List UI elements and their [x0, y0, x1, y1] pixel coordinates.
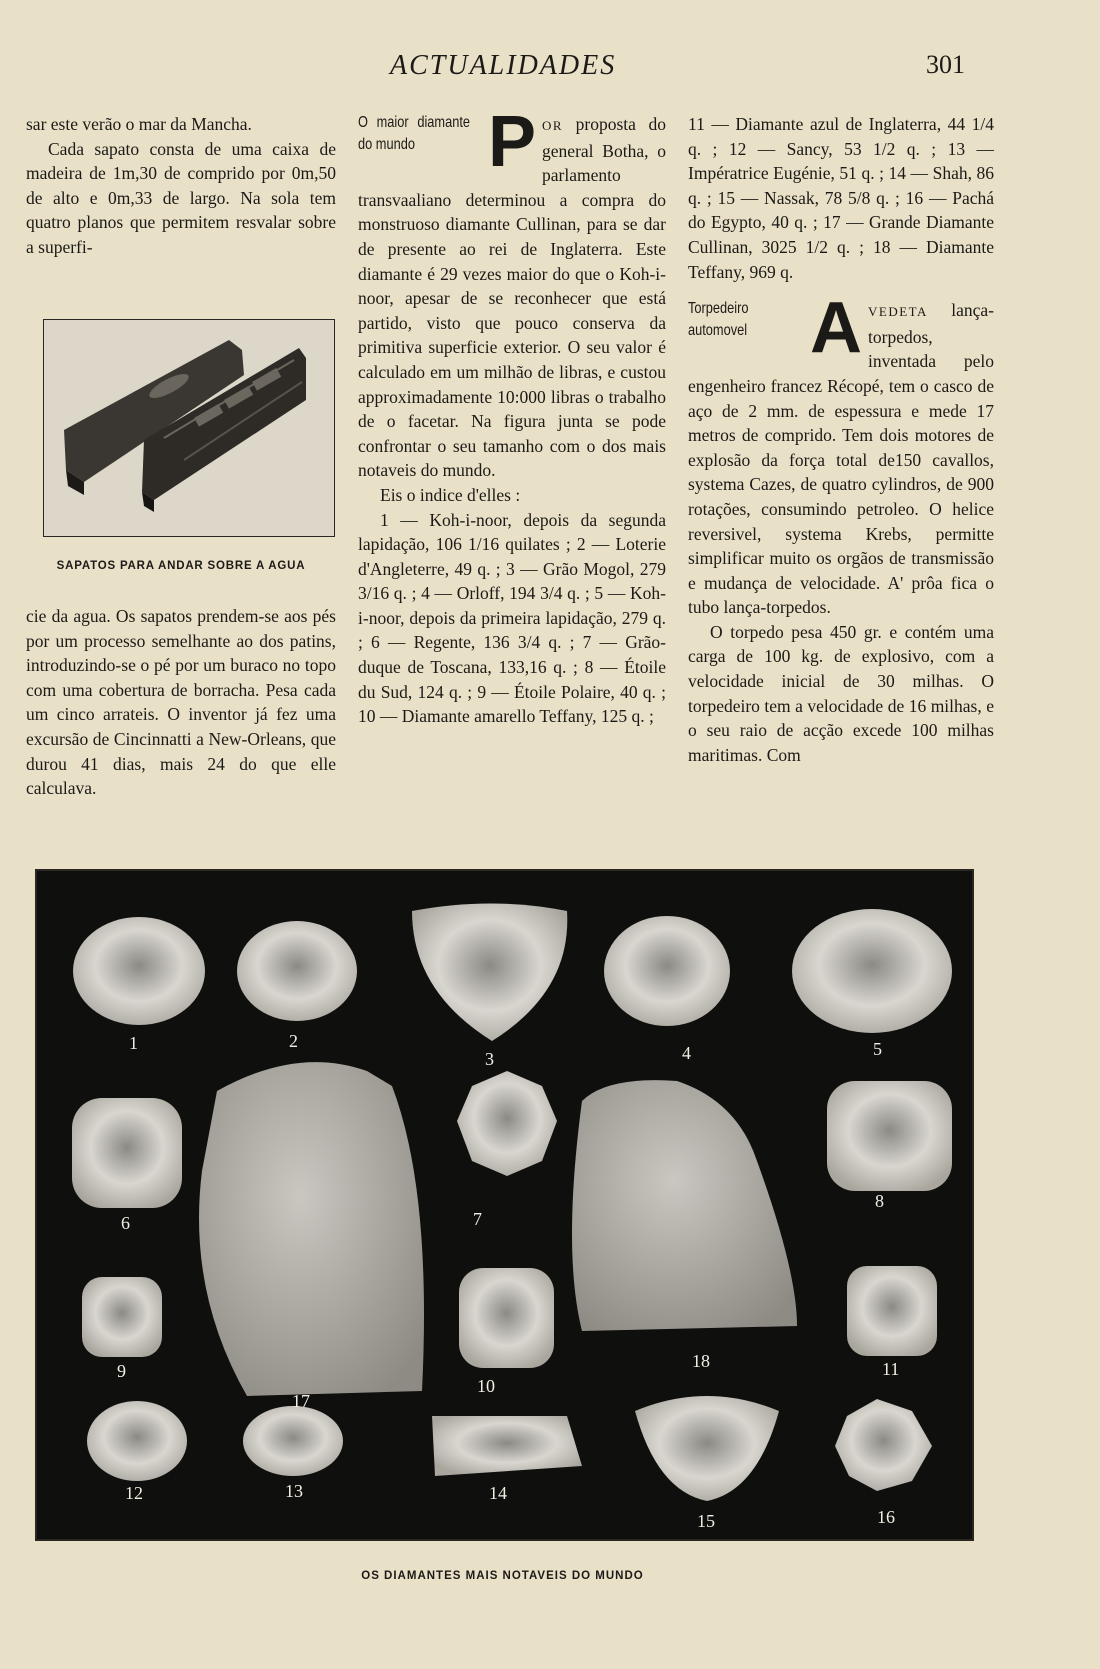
water-shoes-photo: [43, 319, 335, 537]
paragraph: Cada sapato consta de uma caixa de madeira de 1m,30 de comprido por 0m,50 de alto e 0m,33 de largo. Na sola tem quatro planos que permitem resvalar sobre a superfi-: [26, 138, 336, 257]
paragraph: O torpedo pesa 450 gr. e contém uma carga de 100 kg. de explosivo, com a velocidade inicial de 30 milhas. O torpedeiro tem a velocidade de 16 milhas, e o seu raio de acção excede 100 milhas maritimas. Com: [688, 621, 994, 765]
column-1: [26, 112, 336, 260]
plate-caption: OS DIAMANTES MAIS NOTAVEIS DO MUNDO: [361, 1570, 644, 1582]
column-2: [358, 102, 666, 729]
running-title: ACTUALIDADES: [390, 50, 617, 81]
paragraph: proposta do general Botha, o parlamento transvaaliano determinou a compra do monstruoso diamante Cullinan, para se dar de presente ao rei de Inglaterra. Este diamante é 29 vezes maior do que o Koh-i-noor, apesar de se reconhecer que está partido, visto que pouco conserva da primitiva superficie exterior. O seu valor é calculado em um milhão de libras, e custou approximadamente 10:000 libras o trabalho de o facetar. Na figura junta se pode confrontar o seu tamanho com o dos mais notaveis do mundo.: [358, 114, 666, 481]
gem-label: 16: [877, 1507, 895, 1527]
gem-label: 17: [292, 1391, 310, 1411]
gem-label: 6: [121, 1213, 130, 1233]
paragraph: cie da agua. Os sapatos prendem-se aos pés por um processo semelhante ao dos patins, introduzindo-se o pé por um buraco no topo com uma cobertura de borracha. Pesa cada um cinco arrateis. O inventor já fez uma excursão de Cincinnatti a New-Orleans, que durou 41 dias, mais 24 do que elle calculava.: [26, 606, 336, 799]
sidehead-text: Torpedeiro automovel: [688, 300, 749, 340]
column-1-continued: [26, 604, 336, 801]
sidehead-largest-diamond: [358, 112, 476, 156]
gem-label: 5: [873, 1039, 882, 1059]
paragraph: 1 — Koh-i-noor, depois da segunda lapidação, 106 1/16 quilates ; 2 — Loterie d'Angleterre, 49 q. ; 3 — Grão Mogol, 279 3/16 q. ; 4 — Orloff, 194 3/4 q. ; 5 — Koh-i-noor, depois da primeira lapidação, 279 q. ; 6 — Regente, 136 3/4 q. ; 7 — Grão-duque de Toscana, 133,16 q. ; 8 — Étoile du Sud, 124 q. ; 9 — Étoile Polaire, 40 q. ; 10 — Diamante amarello Teffany, 125 q. ;: [358, 509, 666, 727]
gem-label: 9: [117, 1361, 126, 1381]
lead-small-caps: OR: [542, 118, 564, 133]
water-shoes-illustration: [44, 320, 334, 536]
gem-label: 8: [875, 1191, 884, 1211]
lead-small-caps: VEDETA: [868, 304, 928, 320]
paragraph: 11 — Diamante azul de Inglaterra, 44 1/4 q. ; 12 — Sancy, 53 1/2 q. ; 13 — Impératrice Eugénie, 51 q. ; 14 — Shah, 86 q. ; 15 — Nassak, 78 5/8 q. ; 16 — Pachá do Egypto, 40 q. ; 17 — Grande Diamante Cullinan, 3025 1/2 q. ; 18 — Diamante Teffany, 969 q.: [688, 114, 994, 282]
gem-label: 1: [129, 1033, 138, 1053]
gem-label: 13: [285, 1481, 303, 1501]
gem-label: 7: [473, 1209, 482, 1229]
page-number: 301: [926, 50, 965, 79]
paragraph: sar este verão o mar da Mancha.: [26, 114, 252, 134]
gem-label: 15: [697, 1511, 715, 1531]
sidehead-torpedo: [688, 298, 800, 342]
paragraph: lança-torpedos, inventada pelo engenheiro francez Récopé, tem o casco de aço de 2 mm. de espessura e mede 17 metros de comprido. Tem dois motores de explosão da força total de150 cavallos, systema Cazes, de quatro cylindros, de 900 rotações, consumindo petroleo. O helice reversivel, systema Krebs, permitte simplificar muito os orgãos de transmissão e mudança de velocidade. A' prôa fica o tubo lança-torpedos.: [688, 300, 994, 618]
diamonds-plate: [35, 869, 974, 1541]
sidehead-text: O maior diamante do mundo: [358, 114, 470, 153]
gem-label: 10: [477, 1376, 495, 1396]
gem-label: 2: [289, 1031, 298, 1051]
diamonds-illustration: [37, 871, 972, 1539]
gem-label: 11: [882, 1359, 900, 1379]
gem-label: 12: [125, 1483, 143, 1503]
dropcap-letter: A: [810, 288, 862, 369]
shoe-figure-caption: SAPATOS PARA ANDAR SOBRE A AGUA: [56, 560, 306, 572]
gem-label: 4: [682, 1043, 691, 1063]
page-header: [0, 44, 1100, 84]
gem-label: 18: [692, 1351, 710, 1371]
column-3: [688, 112, 994, 767]
paragraph: Eis o indice d'elles :: [380, 484, 521, 505]
gem-label: 3: [485, 1049, 494, 1069]
dropcap-letter: P: [488, 102, 537, 182]
gem-label: 14: [489, 1483, 507, 1503]
